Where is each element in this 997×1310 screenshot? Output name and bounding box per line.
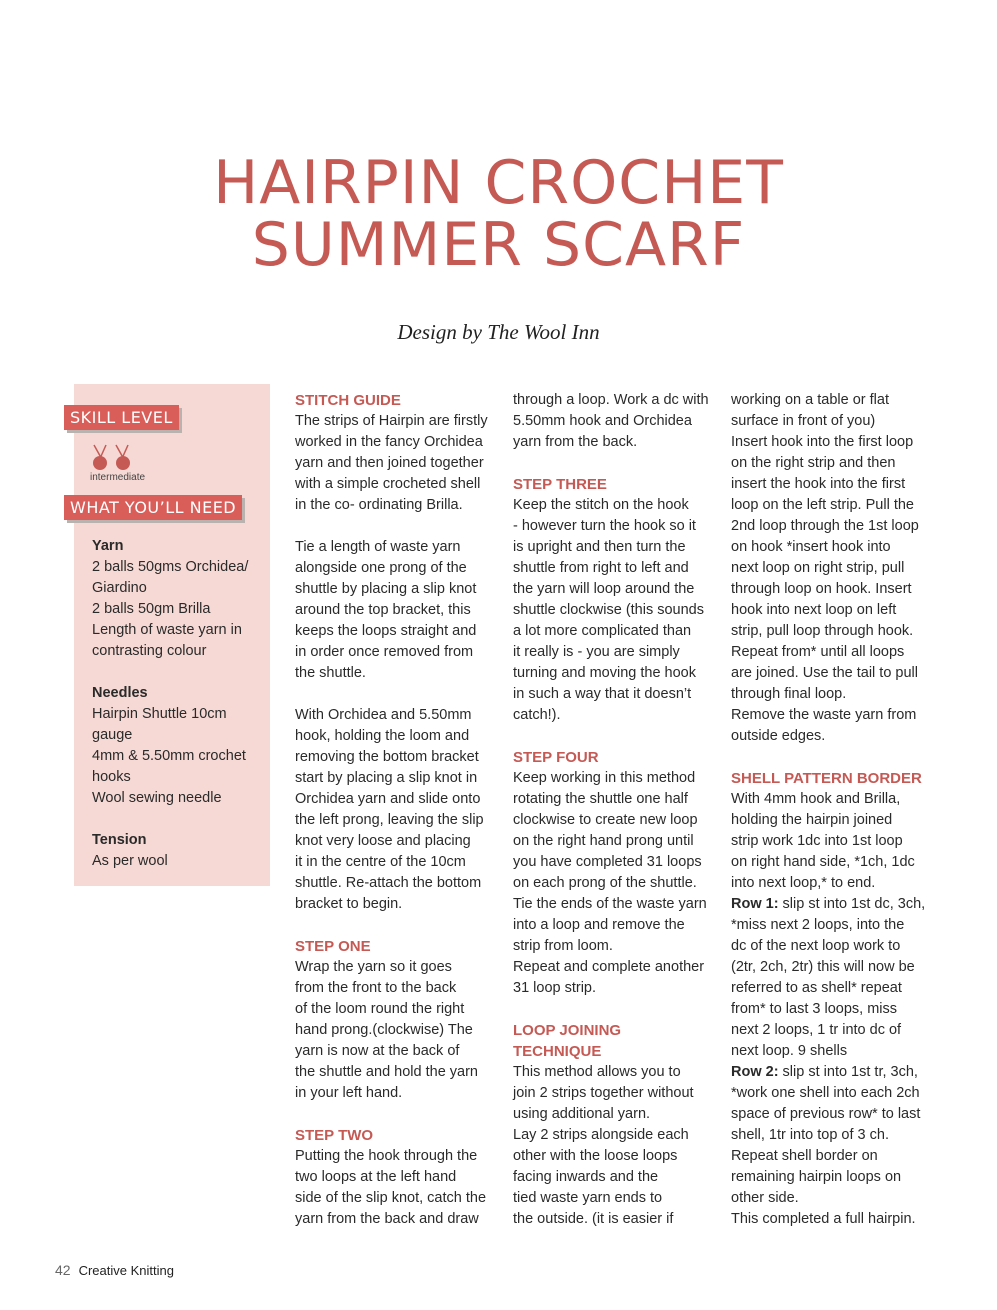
text-line: in such a way that it doesn’t	[513, 686, 692, 702]
text-line: knot very loose and placing	[295, 833, 471, 849]
text-line: you have completed 31 loops	[513, 854, 702, 870]
text-line: it really is - you are simply	[513, 644, 680, 660]
text-line: around the top bracket, this	[295, 602, 471, 618]
needles-heading: Needles	[92, 685, 148, 701]
text-line: Orchidea yarn and slide onto	[295, 791, 481, 807]
text-line: hand prong.(clockwise) The	[295, 1022, 473, 1038]
text-line: two loops at the left hand	[295, 1169, 457, 1185]
stitch-guide-heading: STITCH GUIDE	[295, 392, 401, 409]
text-column-1	[295, 390, 495, 1230]
text-line: the yarn will loop around the	[513, 581, 695, 597]
text-line: Tie a length of waste yarn	[295, 539, 461, 555]
list-item: hooks	[92, 769, 131, 785]
text-line: next loop on right strip, pull	[731, 560, 905, 576]
list-item: Length of waste yarn in	[92, 622, 242, 638]
text-line: worked in the fancy Orchidea	[295, 434, 483, 450]
text-line: yarn is now at the back of	[295, 1043, 460, 1059]
byline: Design by The Wool Inn	[397, 320, 600, 344]
row-2-line	[731, 1062, 931, 1083]
text-line: outside edges.	[731, 728, 826, 744]
text-line: clockwise to create new loop	[513, 812, 698, 828]
yarn-balls-with-needles-icon	[90, 443, 138, 471]
row-2-label: Row 2:	[731, 1064, 779, 1080]
text-line: loop on the left strip. Pull the	[731, 497, 914, 513]
list-item: 2 balls 50gm Brilla	[92, 601, 211, 617]
what-you-need-tag: WHAT YOU’LL NEED	[64, 495, 242, 520]
text-line: in your left hand.	[295, 1085, 403, 1101]
text-line: 2nd loop through the 1st loop	[731, 518, 919, 534]
text-line: the left prong, leaving the slip	[295, 812, 484, 828]
skill-level-value: intermediate	[90, 472, 146, 483]
text-line: *work one shell into each 2ch	[731, 1085, 920, 1101]
text-line: turning and moving the hook	[513, 665, 696, 681]
text-line: The strips of Hairpin are firstly	[295, 413, 488, 429]
text-line: Repeat and complete another	[513, 959, 705, 975]
text-line: shuttle clockwise (this sounds	[513, 602, 704, 618]
text-line: yarn from the back.	[513, 434, 638, 450]
text-line: rotating the shuttle one half	[513, 791, 688, 807]
text-line: side of the slip knot, catch the	[295, 1190, 487, 1206]
text-line: is upright and then turn the	[513, 539, 686, 555]
title-line-2: SUMMER SCARF	[251, 210, 746, 280]
text-line: keeps the loops straight and	[295, 623, 477, 639]
text-line: the shuttle.	[295, 665, 366, 681]
text-line: using additional yarn.	[513, 1106, 651, 1122]
text-line: holding the hairpin joined	[731, 812, 893, 828]
text-line: with a simple crocheted shell	[295, 476, 481, 492]
list-item: Wool sewing needle	[92, 790, 222, 806]
text-line: Putting the hook through the	[295, 1148, 478, 1164]
text-line: Lay 2 strips alongside each	[513, 1127, 689, 1143]
text-line: referred to as shell* repeat	[731, 980, 902, 996]
loop-joining-heading-2: TECHNIQUE	[513, 1043, 602, 1060]
text-line: Repeat shell border on	[731, 1148, 878, 1164]
text-line: With Orchidea and 5.50mm	[295, 707, 472, 723]
text-line: it in the centre of the 10cm	[295, 854, 466, 870]
row-1-label: Row 1:	[731, 896, 779, 912]
text-line: on hook *insert hook into	[731, 539, 891, 555]
text-line: (2tr, 2ch, 2tr) this will now be	[731, 959, 915, 975]
text-line: shell, 1tr into top of 3 ch.	[731, 1127, 889, 1143]
list-item: contrasting colour	[92, 643, 207, 659]
text-line: shuttle from right to left and	[513, 560, 689, 576]
text-line: Remove the waste yarn from	[731, 707, 917, 723]
step-one-heading: STEP ONE	[295, 938, 371, 955]
text-line: space of previous row* to last	[731, 1106, 921, 1122]
row-1-line	[731, 894, 931, 915]
text-line: start by placing a slip knot in	[295, 770, 478, 786]
text-line: *miss next 2 loops, into the	[731, 917, 905, 933]
text-line: yarn from the back and draw	[295, 1211, 479, 1227]
text-line: in the co- ordinating Brilla.	[295, 497, 463, 513]
page-footer	[55, 1262, 174, 1278]
text-line: a lot more complicated than	[513, 623, 692, 639]
text-line: shuttle. Re-attach the bottom	[295, 875, 482, 891]
tension-heading: Tension	[92, 832, 147, 848]
text-line: join 2 strips together without	[513, 1085, 694, 1101]
text-span: slip st into 1st dc, 3ch,	[778, 896, 926, 912]
step-four-heading: STEP FOUR	[513, 749, 599, 766]
text-line: other with the loose loops	[513, 1148, 678, 1164]
text-line: through final loop.	[731, 686, 847, 702]
page-title	[0, 148, 997, 280]
text-line: bracket to begin.	[295, 896, 403, 912]
text-line: Tie the ends of the waste yarn	[513, 896, 707, 912]
text-line: from the front to the back	[295, 980, 457, 996]
text-line: hook into next loop on left	[731, 602, 897, 618]
text-line: - however turn the hook so it	[513, 518, 696, 534]
text-line: from* to last 3 loops, miss	[731, 1001, 897, 1017]
text-line: next loop. 9 shells	[731, 1043, 848, 1059]
text-line: insert the hook into the first	[731, 476, 906, 492]
text-line: This completed a full hairpin.	[731, 1211, 916, 1227]
text-line: the shuttle and hold the yarn	[295, 1064, 478, 1080]
list-item: Giardino	[92, 580, 147, 596]
text-line: Wrap the yarn so it goes	[295, 959, 452, 975]
text-line: next 2 loops, 1 tr into dc of	[731, 1022, 902, 1038]
text-line: on the right strip and then	[731, 455, 896, 471]
text-line: of the loom round the right	[295, 1001, 465, 1017]
text-line: facing inwards and the	[513, 1169, 659, 1185]
requirements-list	[92, 536, 264, 872]
text-line: surface in front of you)	[731, 413, 876, 429]
text-line: strip work 1dc into 1st loop	[731, 833, 903, 849]
text-line: removing the bottom bracket	[295, 749, 479, 765]
text-line: working on a table or flat	[731, 392, 889, 408]
loop-joining-heading: LOOP JOINING	[513, 1022, 622, 1039]
skill-level-tag: SKILL LEVEL	[64, 405, 179, 430]
text-line: Insert hook into the first loop	[731, 434, 914, 450]
title-line-1: HAIRPIN CROCHET	[213, 148, 784, 218]
text-line: on the right hand prong until	[513, 833, 694, 849]
step-three-heading: STEP THREE	[513, 476, 607, 493]
text-line: alongside one prong of the	[295, 560, 467, 576]
text-line: hook, holding the loom and	[295, 728, 470, 744]
text-line: tied waste yarn ends to	[513, 1190, 663, 1206]
list-item: gauge	[92, 727, 133, 743]
text-line: on each prong of the shuttle.	[513, 875, 697, 891]
text-line: strip from loom.	[513, 938, 613, 954]
page-number: 42	[55, 1262, 71, 1278]
text-line: into next loop,* to end.	[731, 875, 876, 891]
text-line: 5.50mm hook and Orchidea	[513, 413, 692, 429]
yarn-heading: Yarn	[92, 538, 124, 554]
magazine-name: Creative Knitting	[78, 1263, 174, 1278]
list-item: 4mm & 5.50mm crochet	[92, 748, 246, 764]
text-line: through loop on hook. Insert	[731, 581, 912, 597]
text-line: are joined. Use the tail to pull	[731, 665, 918, 681]
text-line: 31 loop strip.	[513, 980, 597, 996]
text-line: remaining hairpin loops on	[731, 1169, 902, 1185]
text-line: Keep working in this method	[513, 770, 696, 786]
text-line: in order once removed from	[295, 644, 474, 660]
text-line: on right hand side, *1ch, 1dc	[731, 854, 915, 870]
text-column-3	[731, 390, 931, 1230]
text-line: through a loop. Work a dc with	[513, 392, 709, 408]
text-line: other side.	[731, 1190, 799, 1206]
text-line: This method allows you to	[513, 1064, 681, 1080]
list-item: 2 balls 50gms Orchidea/	[92, 559, 249, 575]
text-line: yarn and then joined together	[295, 455, 484, 471]
text-line: into a loop and remove the	[513, 917, 685, 933]
text-line: shuttle by placing a slip knot	[295, 581, 477, 597]
text-line: strip, pull loop through hook.	[731, 623, 914, 639]
shell-pattern-heading: SHELL PATTERN BORDER	[731, 770, 922, 787]
text-line: With 4mm hook and Brilla,	[731, 791, 901, 807]
text-line: dc of the next loop work to	[731, 938, 901, 954]
text-span: slip st into 1st tr, 3ch,	[778, 1064, 918, 1080]
step-two-heading: STEP TWO	[295, 1127, 374, 1144]
list-item: Hairpin Shuttle 10cm	[92, 706, 227, 722]
text-line: Repeat from* until all loops	[731, 644, 905, 660]
text-line: catch!).	[513, 707, 561, 723]
text-column-2	[513, 390, 713, 1230]
list-item: As per wool	[92, 853, 168, 869]
text-line: Keep the stitch on the hook	[513, 497, 689, 513]
text-line: the outside. (it is easier if	[513, 1211, 674, 1227]
